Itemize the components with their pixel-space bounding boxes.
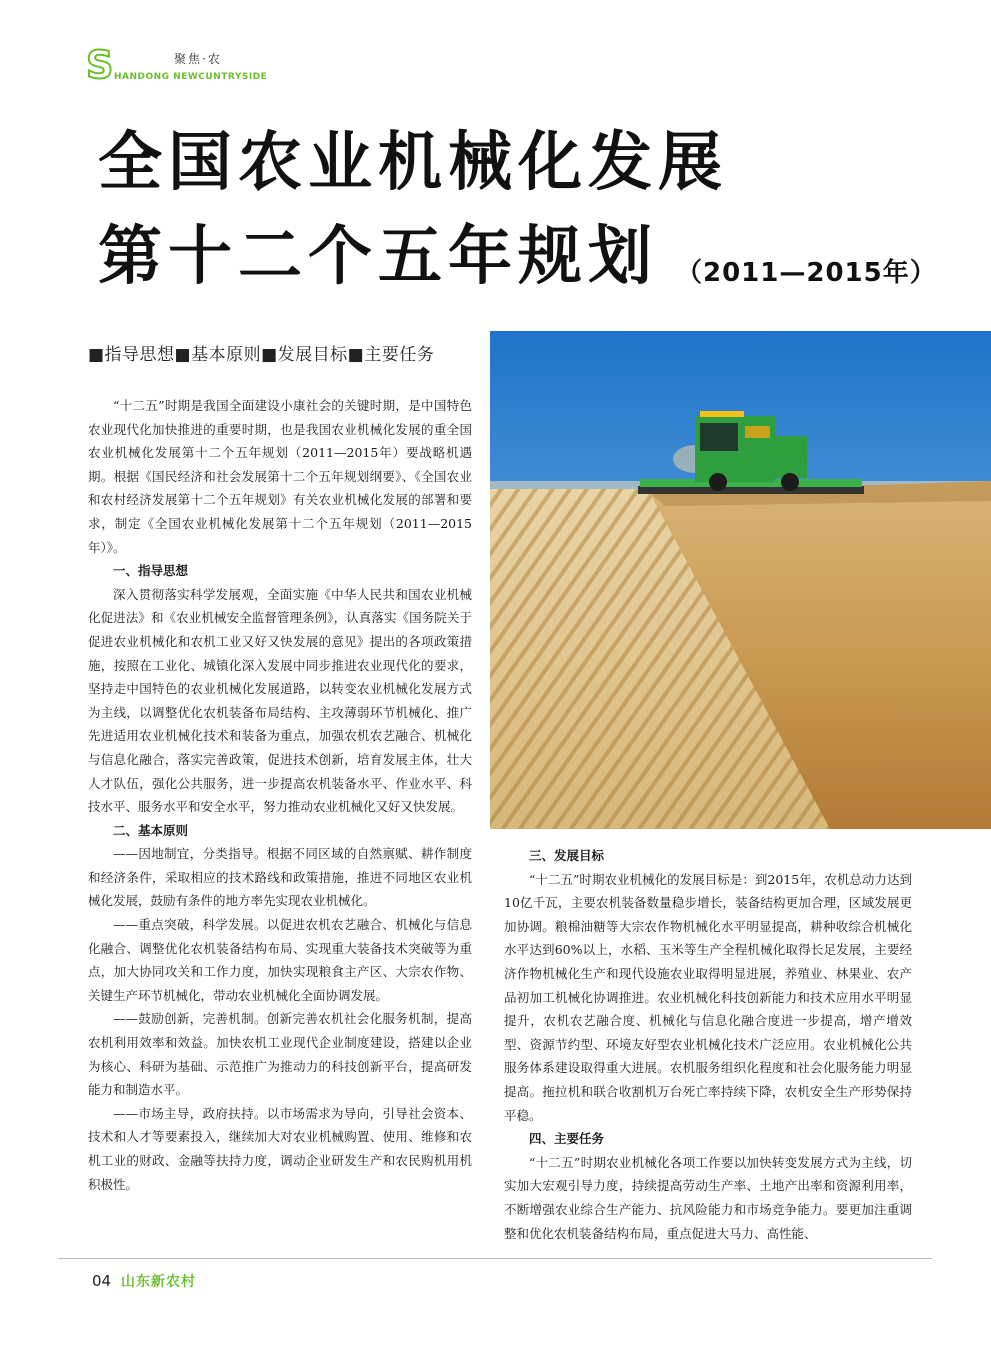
magazine-logo: [86, 43, 286, 87]
title-line-2: 第十二个五年规划: [98, 220, 658, 294]
section-heading-main-tasks: 四、主要任务: [529, 1131, 605, 1147]
page-number: 04: [92, 1272, 112, 1290]
article-column-left: [88, 394, 472, 1196]
main-tasks-paragraph: “十二五”时期农业机械化各项工作要以加快转变发展方式为主线，切实加大宏观引导力度，持续提高劳动生产率、土地产出率和资源利用率，不断增强农业综合生产能力、抗风险能力和市场竞争能力。要更加注重调整和优化农机装备结构布局，重点促进大马力、高性能、: [504, 1154, 912, 1241]
section-heading-basic-principles: 二、基本原则: [113, 822, 189, 838]
section-heading-guiding-ideology: 一、指导思想: [113, 563, 189, 579]
principle-paragraph-2: ——重点突破，科学发展。以促进农机农艺融合、机械化与信息化融合、调整优化农机装备结构布局、实现重大装备技术突破等为重点，加大协同攻关和工作力度，加快实现粮食主产区、大宗农作物、关键生产环节机械化，带动农业机械化全面协调发展。: [88, 917, 472, 1003]
article-column-right: [504, 844, 912, 1245]
logo-letter: S: [86, 43, 114, 87]
footer-magazine-name: 山东新农村: [121, 1274, 196, 1290]
principle-paragraph-3: ——鼓励创新，完善机制。创新完善农机社会化服务机制，提高农机利用效率和效益。加快农机工业现代企业制度建设，搭建以企业为核心、科研为基础、示范推广为推动力的科技创新平台，提高研发能力和制造水平。: [88, 1011, 472, 1098]
principle-paragraph-1: ——因地制宜，分类指导。根据不同区域的自然禀赋、耕作制度和经济条件，采取相应的技术路线和政策措施，推进不同地区农业机械化发展，鼓励有条件的地方率先实现农业机械化。: [88, 846, 472, 909]
guiding-ideology-paragraph: 深入贯彻落实科学发展观，全面实施《中华人民共和国农业机械化促进法》和《农业机械安全监督管理条例》，认真落实《国务院关于促进农业机械化和农机工业又好又快发展的意见》提出的各项政策措施，按照在工业化、城镇化深入发展中同步推进农业现代化的要求，坚持走中国特色的农业机械化发展道路，以转变农业机械化发展方式为主线，以调整优化农机装备布局结构、主攻薄弱环节机械化、推广先进适用农业机械化技术和装备为重点，加强农机农艺融合、机械化与信息化融合，落实完善政策，促进技术创新，培育发展主体，壮大人才队伍，强化公共服务，进一步提高农机装备水平、作业水平、科技水平、服务水平和安全水平，努力推动农业机械化又好又快发展。: [88, 586, 472, 815]
footer-divider: [58, 1258, 932, 1259]
principle-paragraph-4: ——市场主导，政府扶持。以市场需求为导向，引导社会资本、技术和人才等要素投入，继续加大对农业机械购置、使用、维修和农机工业的财政、金融等扶持力度，调动企业研发生产和农民购机用机积极性。: [88, 1105, 472, 1192]
title-years: （2011—2015年）: [676, 258, 937, 288]
intro-paragraph: “十二五”时期是我国全面建设小康社会的关键时期，是中国特色农业现代化加快推进的重要时期，也是我国农业机械化发展的重全国农业机械化发展第十二个五年规划（2011—2015年）要战略机遇期。根据《国民经济和社会发展第十二个五年规划纲要》、《全国农业和农村经济发展第十二个五年规划》有关农业机械化发展的部署和要求，制定《全国农业机械化发展第十二个五年规划（2011—2015年）》。: [88, 398, 472, 555]
section-heading-development-goals: 三、发展目标: [529, 848, 605, 863]
title-line-1: 全国农业机械化发展: [98, 126, 728, 200]
topics-bar: ■指导思想■基本原则■发展目标■主要任务: [88, 345, 435, 365]
combine-harvester-wheat-field-photo: [490, 331, 991, 829]
magazine-english-name: HANDONG NEWCUNTRYSIDE: [114, 72, 268, 82]
development-goals-paragraph: “十二五”时期农业机械化的发展目标是：到2015年，农机总动力达到10亿千瓦，主要农机装备数量稳步增长，装备结构更加合理，区域发展更加协调。粮棉油糖等大宗农作物机械化水平明显提高，耕种收综合机械化水平达到60%以上，水稻、玉米等生产全程机械化取得长足发展，主要经济作物机械化生产和现代设施农业取得明显进展，养殖业、林果业、农产品初加工机械化协调推进。农业机械化科技创新能力和技术应用水平明显提升，农机农艺融合度、机械化与信息化融合度进一步提高，增产增效型、资源节约型、环境友好型农业机械化技术广泛应用。农业机械化公共服务体系建设取得重大进展。农机服务组织化程度和社会化服务能力明显提高。拖拉机和联合收割机万台死亡率持续下降，农机安全生产形势保持平稳。: [504, 871, 912, 1123]
section-label: 聚焦·农: [174, 52, 222, 66]
